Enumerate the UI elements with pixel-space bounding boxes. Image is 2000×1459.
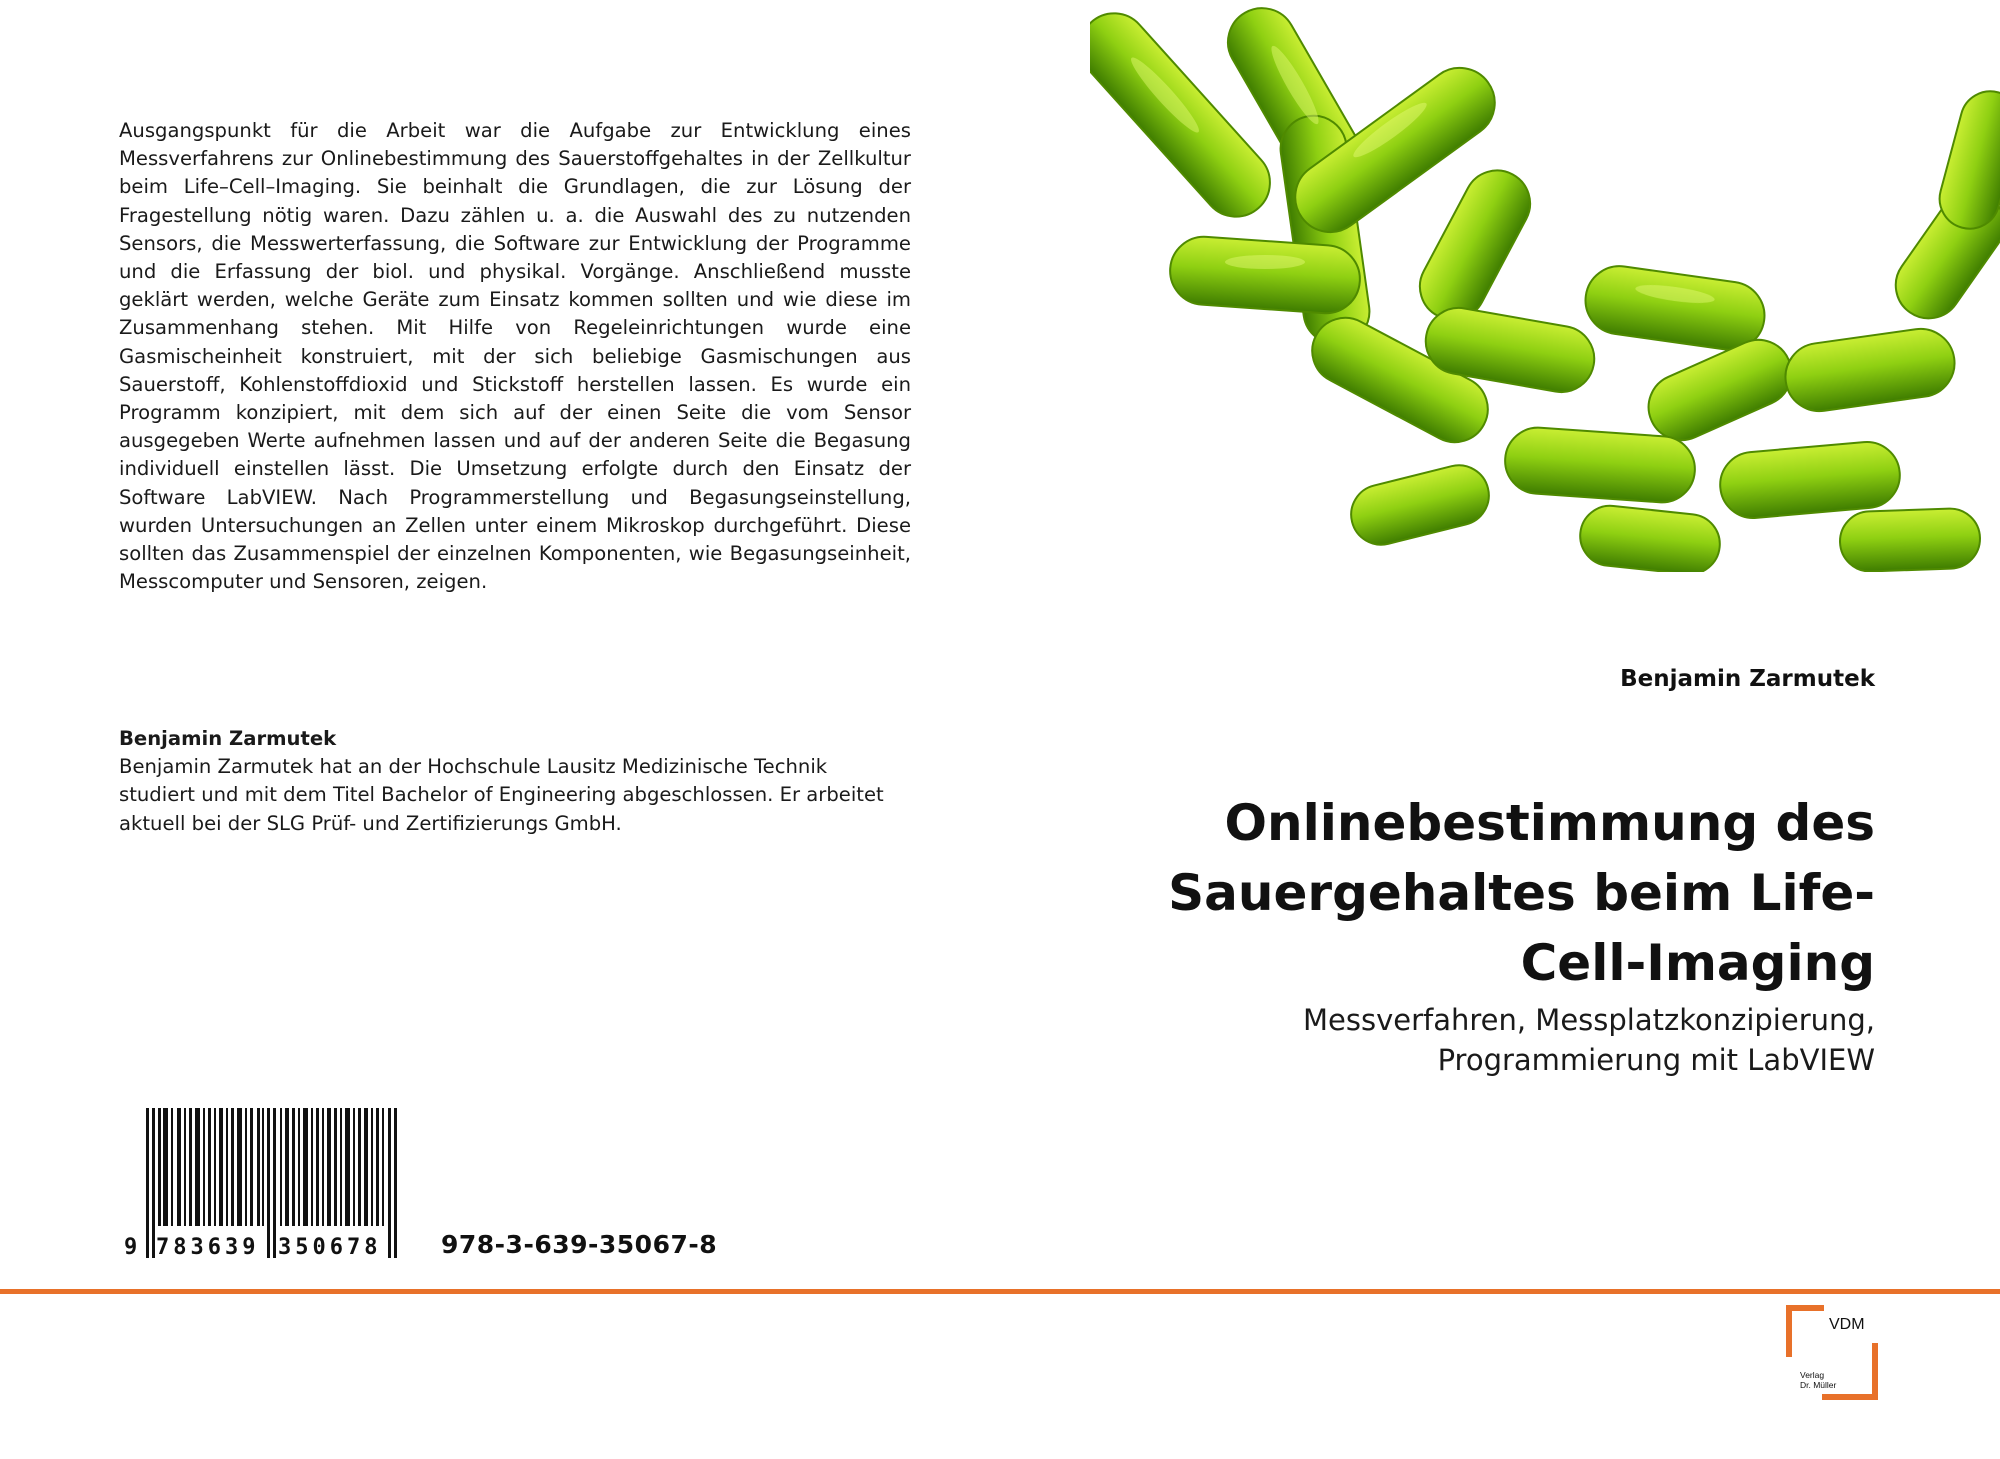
barcode-icon bbox=[122, 1108, 422, 1264]
isbn-number: 978-3-639-35067-8 bbox=[441, 1230, 718, 1259]
bacteria-illustration bbox=[1090, 0, 2000, 572]
barcode-first-digit: 9 bbox=[124, 1235, 138, 1260]
author-bio-text: Benjamin Zarmutek hat an der Hochschule Lausitz Medizinische Technik studiert und mit dem Titel Bachelor of Engineering abgeschlossen. Er arbeitet aktuell bei der SLG Prüf- und Zertifizierungs GmbH. bbox=[119, 755, 884, 835]
book-subtitle bbox=[975, 1000, 1875, 1080]
front-cover-author: Benjamin Zarmutek bbox=[1620, 666, 1875, 692]
vdm-logo-line: Verlag bbox=[1800, 1370, 1825, 1380]
author-bio bbox=[119, 725, 909, 838]
book-subtitle-line: Programmierung mit LabVIEW bbox=[1437, 1043, 1875, 1077]
barcode-left-digits: 783639 bbox=[156, 1235, 260, 1260]
barcode-right-digits: 350678 bbox=[278, 1235, 382, 1260]
vdm-logo bbox=[1786, 1305, 1878, 1400]
vdm-logo-line: Dr. Müller bbox=[1800, 1380, 1837, 1390]
back-cover-abstract: Ausgangspunkt für die Arbeit war die Aufgabe zur Entwicklung eines Messverfahrens zur Onlinebestimmung des Sauerstoffgehaltes in der Zellkultur beim Life–Cell–Imaging. Sie beinhalt die Grundlagen, die zur Lösung der Fragestellung nötig waren. Dazu zählen u. a. die Auswahl des zu nutzenden Sensors, die Messwerterfassung, die Software zur Entwicklung der Programme und die Erfassung der biol. und physikal. Vorgänge. Anschließend musste geklärt werden, welche Geräte zum Einsatz kommen sollten und wie diese im Zusammenhang stehen. Mit Hilfe von Regeleinrichtungen wurde eine Gasmischeinheit konstruiert, mit der sich beliebige Gasmischungen aus Sauerstoff, Kohlenstoffdioxid und Stickstoff herstellen lassen. Es wurde ein Programm konzipiert, mit dem sich auf der einen Seite die vom Sensor ausgegeben Werte aufnehmen lassen und auf der anderen Seite die Begasung individuell einstellen lässt. Die Umsetzung erfolgte durch den Einsatz der Software LabVIEW. Nach Programmerstellung und Begasungseinstellung, wurden Untersuchungen an Zellen unter einem Mikroskop durchgeführt. Diese sollten das Zusammenspiel der einzelnen Komponenten, wie Begasungseinheit, Messcomputer und Sensoren, zeigen. bbox=[119, 119, 911, 594]
vdm-logo-text: VDM bbox=[1829, 1316, 1865, 1333]
orange-divider bbox=[0, 1289, 2000, 1294]
book-title-line: Onlinebestimmung des bbox=[1224, 794, 1875, 852]
book-title-line: Cell-Imaging bbox=[1520, 934, 1875, 992]
book-subtitle-line: Messverfahren, Messplatzkonzipierung, bbox=[1303, 1003, 1875, 1037]
author-bio-name: Benjamin Zarmutek bbox=[119, 727, 337, 750]
book-title bbox=[975, 788, 1875, 998]
book-title-line: Sauergehaltes beim Life- bbox=[1168, 864, 1875, 922]
